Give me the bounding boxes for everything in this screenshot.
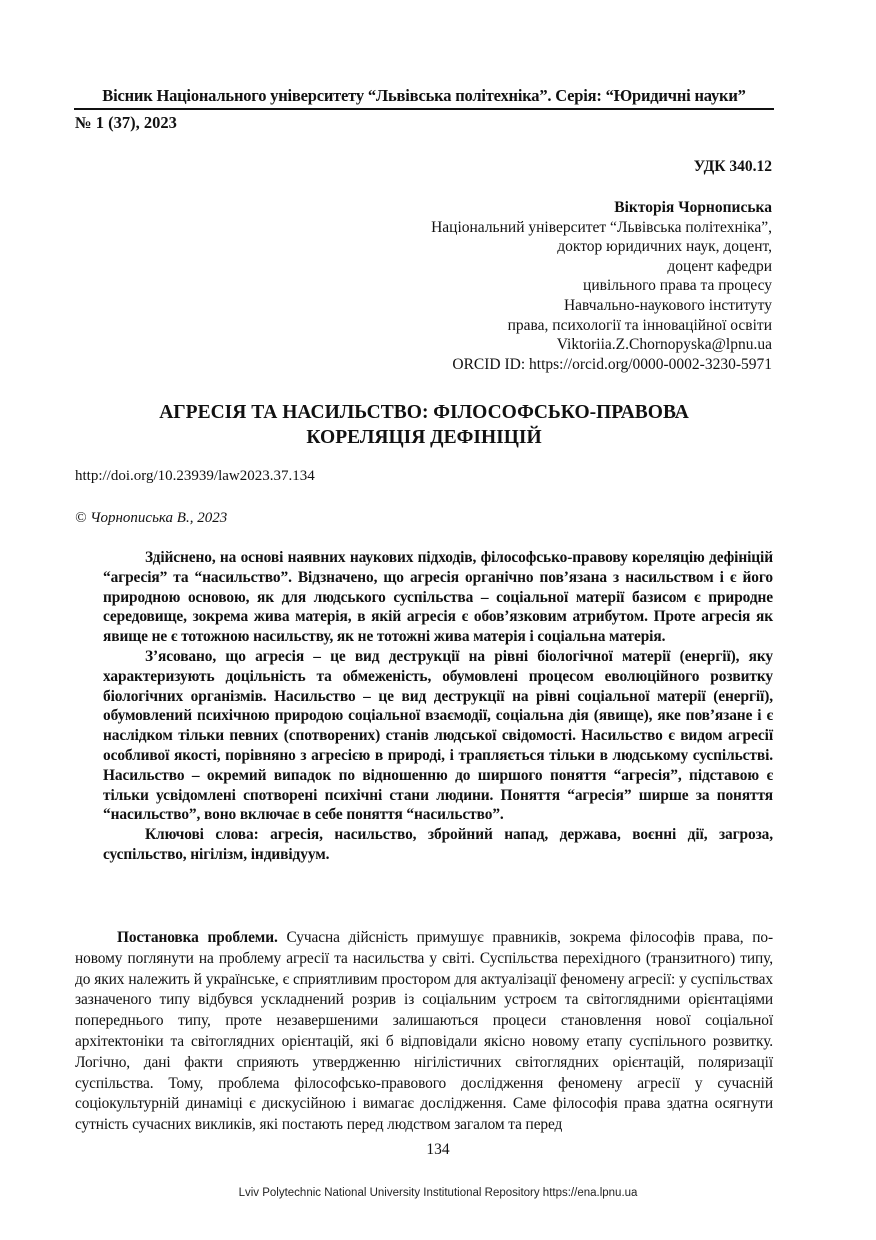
abstract-paragraph: З’ясовано, що агресія – це вид деструкції на рівні біологічної матерії (енергії), яку характеризують доцільність та обмеженість, обумовлені процесом еволюційного розвитку біологічних організмів. Насильство – це вид деструкції на рівні соціальної матерії (енергії), обумовлений психічною природою соціальної взаємодії, соціальна дія (явище), яке пов’язане і є наслідком тільки певних (спотворених) станів людської свідомості. Насильство є видом агресії особливої якості, порівняно з агресією в природі, і трапляється тільки в людському суспільстві. Насильство – окремий випадок по відношенню до ширшого поняття “агресія”, підставою є тільки усвідомлені спотворені психічні стани людини. Поняття “агресія” ширше за поняття “насильство”, воно включає в себе поняття “насильство”. [103,647,773,824]
copyright: © Чорнописька В., 2023 [75,510,228,526]
author-affiliation-line: права, психології та інноваційної освіти [507,316,772,334]
keywords: Ключові слова: агресія, насильство, збройний напад, держава, воєнні дії, загроза, суспільство, нігілізм, індивідуум. [103,826,773,863]
section-heading: Постановка проблеми. [117,929,278,946]
body-section [75,928,773,1136]
body-text: Сучасна дійсність примушує правників, зокрема філософів права, по-новому поглянути на проблему агресії та насильства у світі. Суспільства перехідного (транзитного) типу, до яких належить й українське, є сприятливим простором для актуалізації феномену агресії: у суспільствах зазначеного типу відбувся ускладнений розрив із соціальним устроєм та світоглядними орієнтаціями попереднього типу, проте незавершеними залишаються процеси становлення нової соціальної архітектоніки та світоглядних орієнтацій, які б відповідали якісно новому етапу суспільного розвитку. Логічно, дані факти сприяють утвердженню нігілістичних світоглядних орієнтацій, поляризації суспільства. Тому, проблема філософсько-правового дослідження феномену агресії у сучасній соціокультурній динаміці є дискусійною і вимагає дослідження. Саме філософія права здатна осягнути сутність сучасних викликів, які постають перед людством загалом та перед [75,929,773,1134]
udk-code: УДК 340.12 [693,158,772,175]
page-number: 134 [426,1141,450,1158]
doi-link[interactable]: http://doi.org/10.23939/law2023.37.134 [75,468,315,484]
title-line: АГРЕСІЯ ТА НАСИЛЬСТВО: ФІЛОСОФСЬКО-ПРАВОВА [159,402,689,423]
article-title [74,400,774,450]
title-line: КОРЕЛЯЦІЯ ДЕФІНІЦІЙ [306,427,542,448]
abstract-paragraph: Здійснено, на основі наявних наукових підходів, філософсько-правову кореляцію дефініцій “агресія” та “насильство”. Відзначено, що агресія органічно пов’язана з насильством і є його природною основою, як для людського суспільства – соціальної матерії базисом є природне середовище, зокрема жива матерія, в якій агресія є обов’язковим атрибутом. Проте агресія як явище не є тотожною насильству, як не тотожні жива матерія і соціальна матерія. [103,549,773,646]
author-name: Вікторія Чорнописька [614,199,772,216]
author-affiliation-line: Національний університет “Львівська політехніка”, [431,218,772,236]
author-affiliation-line: доктор юридичних наук, доцент, [557,238,772,256]
journal-header: Вісник Національного університету “Львівська політехніка”. Серія: “Юридичні науки” [102,86,746,105]
issue-number: № 1 (37), 2023 [75,113,177,132]
header-rule [74,108,774,110]
author-orcid[interactable]: ORCID ID: https://orcid.org/0000-0002-3230-5971 [452,355,772,373]
author-affiliation-line: цивільного права та процесу [583,277,772,295]
author-affiliation-line: Навчально-наукового інституту [563,296,772,314]
abstract [103,548,773,865]
author-email[interactable]: Viktoriia.Z.Chornopyska@lpnu.ua [556,336,772,354]
author-affiliation-line: доцент кафедри [667,257,772,275]
repository-footer: Lviv Polytechnic National University Institutional Repository https://ena.lpnu.ua [238,1187,638,1199]
author-block [431,198,772,374]
body-paragraph [75,928,773,1136]
